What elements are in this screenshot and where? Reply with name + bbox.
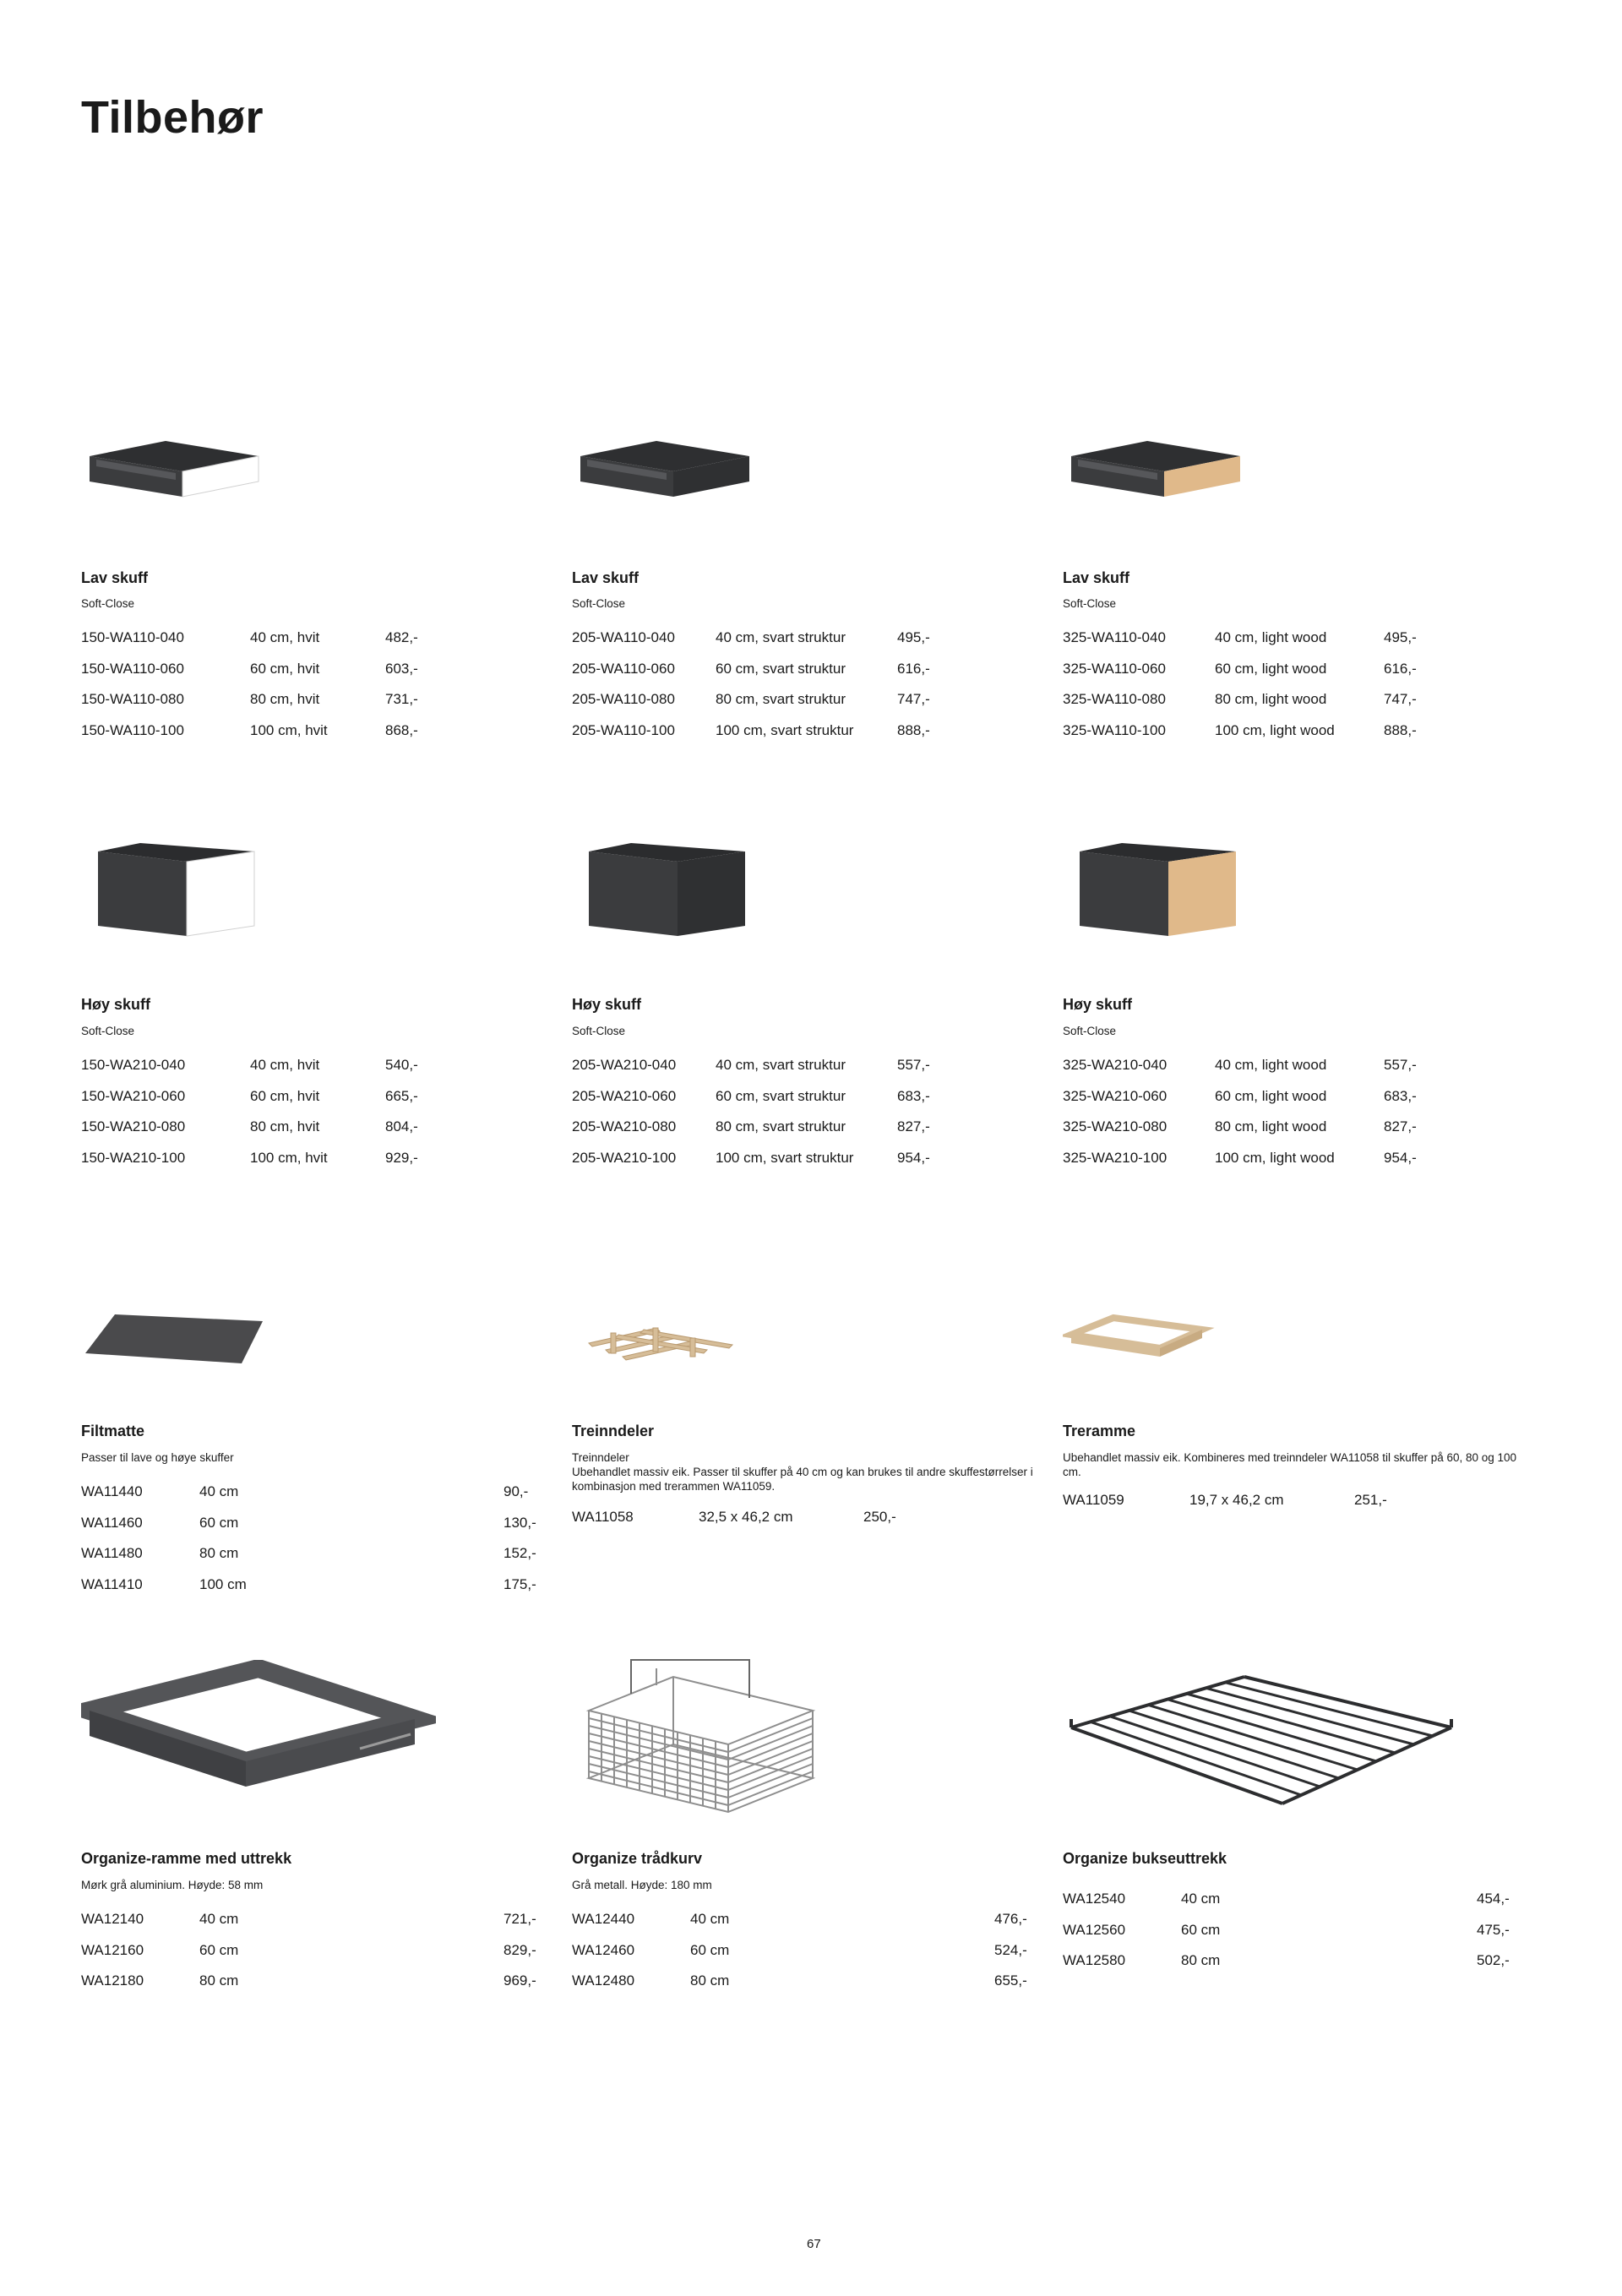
variant: 60 cm, hvit xyxy=(250,660,320,677)
product-description: Soft-Close xyxy=(1063,597,1117,610)
price: 495,- xyxy=(1384,629,1417,646)
table-row xyxy=(1063,1945,1510,1977)
variant: 100 cm, light wood xyxy=(1215,1149,1335,1166)
article-number: WA12160 xyxy=(81,1941,144,1958)
variant: 60 cm xyxy=(1181,1921,1221,1938)
article-number: 205-WA110-040 xyxy=(572,629,675,646)
price: 250,- xyxy=(863,1509,896,1526)
variant: 60 cm xyxy=(199,1514,239,1531)
article-number: 325-WA110-040 xyxy=(1063,629,1166,646)
article-number: WA11059 xyxy=(1063,1492,1124,1509)
variant: 80 cm, hvit xyxy=(250,1118,320,1135)
table-row xyxy=(1063,1112,1434,1143)
product-description: Treinndeler Ubehandlet massiv eik. Passer til skuffer på 40 cm og kan brukes til andre skuffestørrelser i kombinasjon med trerammen WA11059. xyxy=(572,1451,1033,1493)
product-description: Soft-Close xyxy=(1063,1025,1117,1037)
variant: 100 cm, svart struktur xyxy=(716,721,854,738)
variant: 100 cm xyxy=(199,1575,247,1592)
article-number: WA11058 xyxy=(572,1509,634,1526)
table-row xyxy=(572,1966,1027,1997)
price-table xyxy=(572,623,948,746)
high-drawer-wood-front-icon xyxy=(1063,836,1536,942)
price: 557,- xyxy=(1384,1057,1417,1074)
product-name: Treinndeler xyxy=(572,1423,655,1439)
table-row xyxy=(1063,715,1434,747)
trouser-rack-icon xyxy=(1063,1656,1536,1816)
article-number: WA12580 xyxy=(1063,1952,1126,1969)
variant: 40 cm xyxy=(199,1911,239,1928)
article-number: WA12560 xyxy=(1063,1921,1126,1938)
article-number: 205-WA110-100 xyxy=(572,721,675,738)
variant: 40 cm xyxy=(1181,1891,1221,1907)
price-table xyxy=(572,1502,914,1533)
article-number: WA12440 xyxy=(572,1911,635,1928)
table-row xyxy=(572,1502,914,1533)
product-name: Filtmatte xyxy=(81,1423,145,1439)
table-row xyxy=(1063,623,1434,654)
table-row xyxy=(81,1508,536,1539)
product-name: Organize bukseuttrekk xyxy=(1063,1850,1227,1867)
article-number: 205-WA210-100 xyxy=(572,1149,677,1166)
variant: 100 cm, light wood xyxy=(1215,721,1335,738)
product-name: Høy skuff xyxy=(572,996,642,1013)
price: 827,- xyxy=(897,1118,930,1135)
table-row xyxy=(1063,1485,1405,1516)
price: 603,- xyxy=(385,660,418,677)
product-description: Passer til lave og høye skuffer xyxy=(81,1451,234,1464)
price: 954,- xyxy=(1384,1149,1417,1166)
product-name: Organize trådkurv xyxy=(572,1850,703,1867)
price-table xyxy=(81,1904,536,1997)
product-name: Lav skuff xyxy=(572,569,640,586)
article-number: WA12180 xyxy=(81,1972,144,1989)
table-row xyxy=(81,1112,436,1143)
article-number: 325-WA210-060 xyxy=(1063,1087,1168,1104)
price: 616,- xyxy=(1384,660,1417,677)
article-number: 150-WA110-080 xyxy=(81,691,184,708)
variant: 80 cm xyxy=(199,1545,239,1562)
price: 721,- xyxy=(503,1911,536,1928)
product-description: Soft-Close xyxy=(572,597,626,610)
table-row xyxy=(81,1538,536,1570)
price: 829,- xyxy=(503,1941,536,1958)
article-number: 325-WA210-080 xyxy=(1063,1118,1168,1135)
article-number: WA11440 xyxy=(81,1483,143,1500)
page-title: Tilbehør xyxy=(81,92,264,143)
price-table xyxy=(1063,623,1434,746)
article-number: 150-WA110-040 xyxy=(81,629,184,646)
variant: 80 cm xyxy=(1181,1952,1221,1969)
price: 731,- xyxy=(385,691,418,708)
table-row xyxy=(81,654,436,685)
price: 804,- xyxy=(385,1118,418,1135)
variant: 60 cm xyxy=(690,1941,730,1958)
table-row xyxy=(572,1935,1027,1967)
table-row xyxy=(1063,1915,1510,1946)
product-description: Mørk grå aluminium. Høyde: 58 mm xyxy=(81,1879,264,1891)
variant: 80 cm xyxy=(199,1972,239,1989)
price: 482,- xyxy=(385,629,418,646)
price: 495,- xyxy=(897,629,930,646)
price-table xyxy=(572,1050,948,1173)
table-row xyxy=(81,1477,536,1508)
price: 130,- xyxy=(503,1514,536,1531)
variant: 60 cm, light wood xyxy=(1215,1087,1327,1104)
price: 929,- xyxy=(385,1149,418,1166)
table-row xyxy=(81,1050,436,1081)
variant: 80 cm xyxy=(690,1972,730,1989)
article-number: 205-WA210-040 xyxy=(572,1057,677,1074)
price-table xyxy=(81,1477,536,1600)
high-drawer-white-front-icon xyxy=(81,836,554,942)
wire-basket-icon xyxy=(572,1656,1045,1816)
price-table xyxy=(1063,1485,1405,1516)
price: 683,- xyxy=(897,1087,930,1104)
product-description: Ubehandlet massiv eik. Kombineres med treinndeler WA11058 til skuffer på 60, 80 og 100 cm. xyxy=(1063,1451,1517,1478)
price: 475,- xyxy=(1477,1921,1510,1938)
table-row xyxy=(81,1966,536,1997)
variant: 40 cm, light wood xyxy=(1215,629,1327,646)
article-number: 205-WA210-080 xyxy=(572,1118,677,1135)
price: 251,- xyxy=(1354,1492,1387,1509)
low-drawer-wood-front-icon xyxy=(1063,422,1536,515)
article-number: WA11410 xyxy=(81,1575,143,1592)
product-name: Lav skuff xyxy=(1063,569,1130,586)
article-number: 325-WA110-080 xyxy=(1063,691,1166,708)
article-number: 325-WA110-060 xyxy=(1063,660,1166,677)
table-row xyxy=(1063,1884,1510,1915)
article-number: WA11480 xyxy=(81,1545,143,1562)
variant: 40 cm, hvit xyxy=(250,629,320,646)
price: 152,- xyxy=(503,1545,536,1562)
product-name: Høy skuff xyxy=(81,996,151,1013)
article-number: 205-WA110-060 xyxy=(572,660,675,677)
table-row xyxy=(81,1081,436,1113)
variant: 40 cm xyxy=(690,1911,730,1928)
table-row xyxy=(1063,1081,1434,1113)
price: 868,- xyxy=(385,721,418,738)
price: 540,- xyxy=(385,1057,418,1074)
table-row xyxy=(572,623,948,654)
table-row xyxy=(572,684,948,715)
article-number: 150-WA210-100 xyxy=(81,1149,186,1166)
article-number: 325-WA110-100 xyxy=(1063,721,1166,738)
article-number: 325-WA210-040 xyxy=(1063,1057,1168,1074)
table-row xyxy=(1063,1050,1434,1081)
variant: 100 cm, hvit xyxy=(250,1149,328,1166)
page-number: 67 xyxy=(807,2237,821,2251)
price: 747,- xyxy=(897,691,930,708)
table-row xyxy=(572,1143,948,1174)
price: 888,- xyxy=(897,721,930,738)
variant: 100 cm, svart struktur xyxy=(716,1149,854,1166)
variant: 19,7 x 46,2 cm xyxy=(1189,1492,1284,1509)
low-drawer-black-front-icon xyxy=(572,422,1045,515)
table-row xyxy=(81,1570,536,1601)
variant: 80 cm, hvit xyxy=(250,691,320,708)
price-table xyxy=(81,1050,436,1173)
price: 954,- xyxy=(897,1149,930,1166)
article-number: WA12480 xyxy=(572,1972,635,1989)
variant: 40 cm xyxy=(199,1483,239,1500)
article-number: WA12540 xyxy=(1063,1891,1126,1907)
variant: 60 cm, svart struktur xyxy=(716,1087,846,1104)
table-row xyxy=(1063,1143,1434,1174)
table-row xyxy=(1063,684,1434,715)
table-row xyxy=(572,715,948,747)
variant: 60 cm xyxy=(199,1941,239,1958)
organize-frame-icon xyxy=(81,1656,554,1816)
price-table xyxy=(1063,1884,1510,1977)
variant: 40 cm, hvit xyxy=(250,1057,320,1074)
article-number: 150-WA210-040 xyxy=(81,1057,186,1074)
price-table xyxy=(572,1904,1027,1997)
product-description: Soft-Close xyxy=(81,1025,135,1037)
article-number: WA11460 xyxy=(81,1514,143,1531)
article-number: 150-WA110-060 xyxy=(81,660,184,677)
variant: 100 cm, hvit xyxy=(250,721,328,738)
article-number: 150-WA210-060 xyxy=(81,1087,186,1104)
price: 683,- xyxy=(1384,1087,1417,1104)
table-row xyxy=(572,654,948,685)
table-row xyxy=(572,1050,948,1081)
price: 616,- xyxy=(897,660,930,677)
article-number: 205-WA110-080 xyxy=(572,691,675,708)
variant: 60 cm, light wood xyxy=(1215,660,1327,677)
variant: 40 cm, svart struktur xyxy=(716,629,846,646)
variant: 60 cm, hvit xyxy=(250,1087,320,1104)
table-row xyxy=(81,1935,536,1967)
felt-mat-icon xyxy=(81,1301,554,1377)
table-row xyxy=(1063,654,1434,685)
price: 888,- xyxy=(1384,721,1417,738)
product-description: Grå metall. Høyde: 180 mm xyxy=(572,1879,712,1891)
article-number: 150-WA110-100 xyxy=(81,721,184,738)
low-drawer-white-front-icon xyxy=(81,422,554,515)
high-drawer-black-front-icon xyxy=(572,836,1045,942)
table-row xyxy=(572,1081,948,1113)
article-number: 325-WA210-100 xyxy=(1063,1149,1168,1166)
product-name: Høy skuff xyxy=(1063,996,1133,1013)
price: 655,- xyxy=(994,1972,1027,1989)
price: 524,- xyxy=(994,1941,1027,1958)
variant: 40 cm, svart struktur xyxy=(716,1057,846,1074)
wood-frame-icon xyxy=(1063,1301,1536,1377)
price-table xyxy=(1063,1050,1434,1173)
wood-divider-icon xyxy=(572,1301,1045,1377)
price: 969,- xyxy=(503,1972,536,1989)
price: 827,- xyxy=(1384,1118,1417,1135)
price: 175,- xyxy=(503,1575,536,1592)
variant: 80 cm, svart struktur xyxy=(716,1118,846,1135)
article-number: WA12460 xyxy=(572,1941,635,1958)
price: 557,- xyxy=(897,1057,930,1074)
article-number: WA12140 xyxy=(81,1911,144,1928)
product-name: Lav skuff xyxy=(81,569,149,586)
product-name: Treramme xyxy=(1063,1423,1136,1439)
price-table xyxy=(81,623,436,746)
price: 747,- xyxy=(1384,691,1417,708)
article-number: 150-WA210-080 xyxy=(81,1118,186,1135)
product-description: Soft-Close xyxy=(572,1025,626,1037)
price: 90,- xyxy=(503,1483,529,1500)
table-row xyxy=(81,1904,536,1935)
table-row xyxy=(81,1143,436,1174)
price: 454,- xyxy=(1477,1891,1510,1907)
variant: 80 cm, light wood xyxy=(1215,691,1327,708)
product-name: Organize-ramme med uttrekk xyxy=(81,1850,292,1867)
table-row xyxy=(572,1112,948,1143)
price: 502,- xyxy=(1477,1952,1510,1969)
variant: 80 cm, svart struktur xyxy=(716,691,846,708)
variant: 80 cm, light wood xyxy=(1215,1118,1327,1135)
table-row xyxy=(81,684,436,715)
table-row xyxy=(81,715,436,747)
product-description: Soft-Close xyxy=(81,597,135,610)
table-row xyxy=(81,623,436,654)
variant: 60 cm, svart struktur xyxy=(716,660,846,677)
variant: 40 cm, light wood xyxy=(1215,1057,1327,1074)
price: 665,- xyxy=(385,1087,418,1104)
price: 476,- xyxy=(994,1911,1027,1928)
article-number: 205-WA210-060 xyxy=(572,1087,677,1104)
table-row xyxy=(572,1904,1027,1935)
variant: 32,5 x 46,2 cm xyxy=(699,1509,793,1526)
